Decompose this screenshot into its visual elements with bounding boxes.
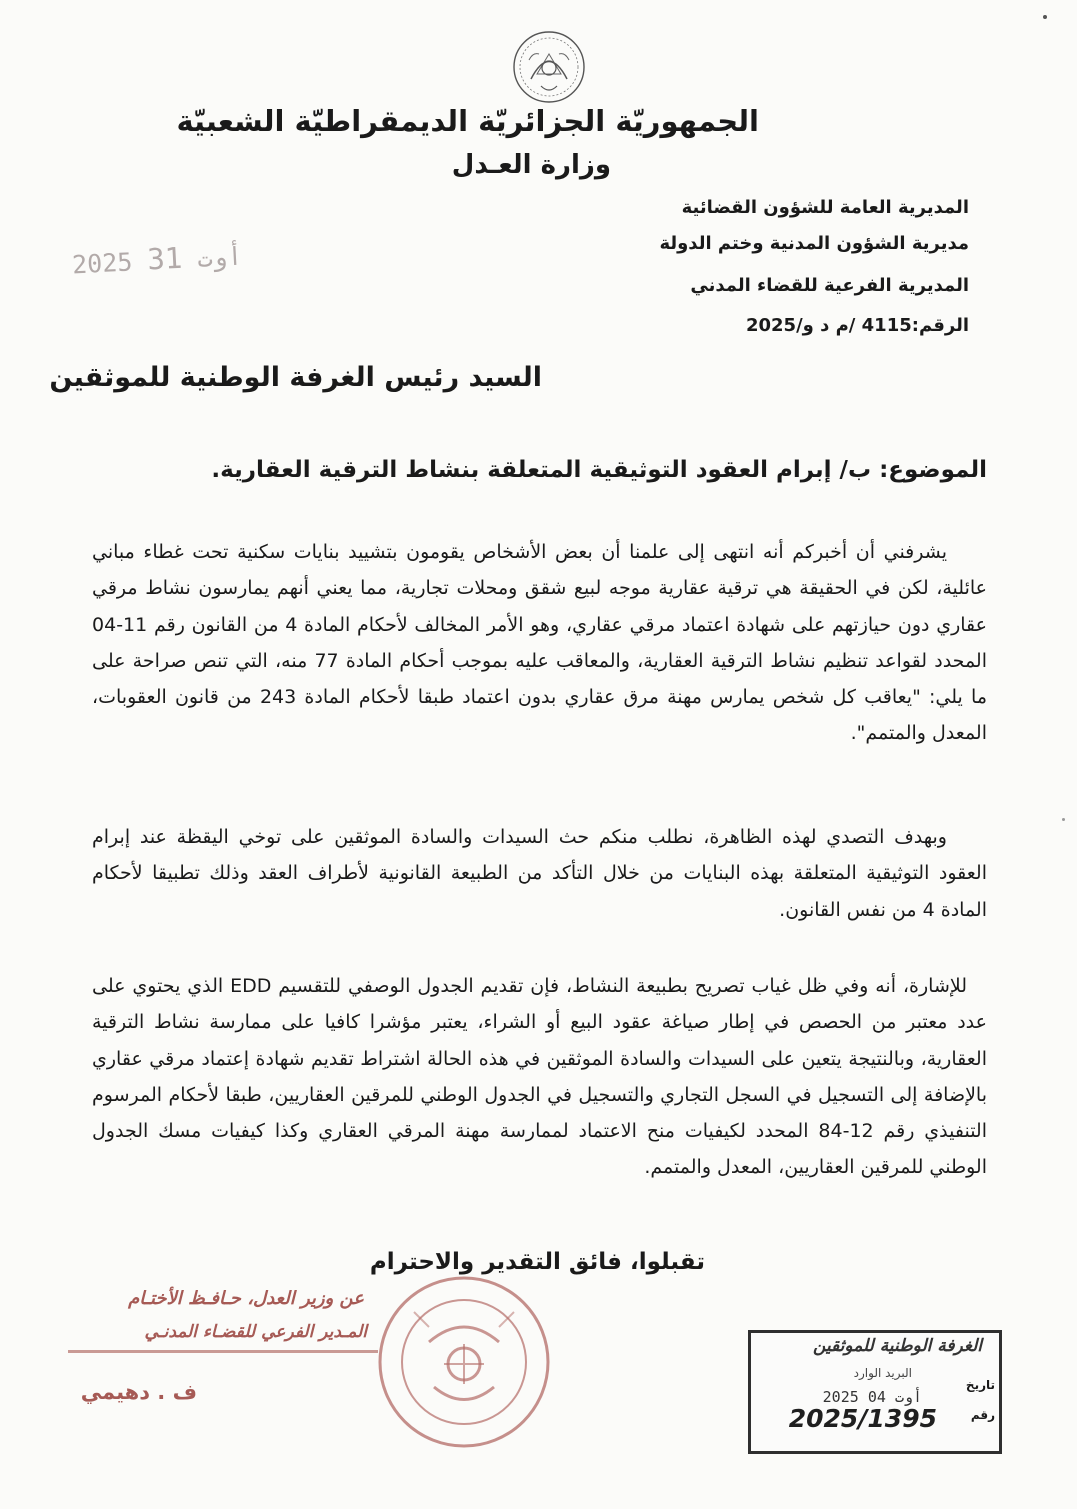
date-stamp-month: أوت <box>196 241 244 273</box>
received-stamp-number: 2025/1395 <box>788 1404 937 1433</box>
signature-title-2: المـدير الفرعي للقضـاء المدنـي <box>144 1322 367 1342</box>
date-stamp-day: 31 <box>146 240 184 277</box>
received-stamp-date-label: تاريخ <box>965 1378 995 1392</box>
republic-heading: الجمهوريّة الجزائريّة الديمقراطيّة الشعبيّة <box>176 104 759 138</box>
scan-speck <box>1062 818 1065 821</box>
received-stamp-number-label: رقم <box>970 1408 995 1422</box>
body-paragraph-2: وبهدف التصدي لهذه الظاهرة، نطلب منكم حث السيدات والسادة الموثقين على توخي اليقظة عند إبرام العقود التوثيقية المتعلقة بهذه البنايات من خلال التأكد من الطبيعة القانونية لأطراف العقد وذلك تطبيقا لأحكام المادة 4 من نفس القانون. <box>92 826 987 921</box>
addressee: السيد رئيس الغرفة الوطنية للموثقين <box>49 362 542 393</box>
scan-speck <box>1043 15 1047 19</box>
official-seal-icon <box>374 1272 554 1452</box>
date-stamp <box>71 238 243 281</box>
signature-scribble <box>68 1350 378 1353</box>
reference-number: الرقم:4115 /م د و/2025 <box>745 315 969 336</box>
received-stamp-date: 2025 أوت 04 <box>822 1388 922 1406</box>
directorate-civil-affairs: مديرية الشؤون المدنية وختم الدولة <box>659 233 969 254</box>
body-paragraph-1: يشرفني أن أخبركم أنه انتهى إلى علمنا أن بعض الأشخاص يقومون بتشييد بنايات سكنية تحت غطاء مباني عائلية، لكن في الحقيقة هي ترقية عقارية موجه لبيع شقق ومحلات تجارية، مما يعني أنهم يمارسون نشاط مرقي عقاري دون حيازتهم على شهادة اعتماد مرقي عقاري، وهو الأمر المخالف لأحكام المادة 4 من القانون رقم 11-04 المحدد لقواعد تنظيم نشاط الترقية العقارية، والمعاقب عليه بموجب أحكام المادة 77 منه، التي تنص صراحة على ما يلي: "يعاقب كل شخص يمارس مهنة مرق عقاري بدون اعتماد طبقا لأحكام المادة 243 من قانون العقوبات، المعدل والمتمم". <box>92 541 987 745</box>
received-stamp-title: الغرفة الوطنية للموثقين <box>813 1336 982 1356</box>
closing-salutation: تقبلوا، فائق التقدير والاحترام <box>369 1249 705 1275</box>
date-stamp-year: 2025 <box>71 247 134 280</box>
directorate-general: المديرية العامة للشؤون القضائية <box>681 197 969 218</box>
signature-title-1: عن وزير العدل، حـافـظ الأختـام <box>128 1288 364 1309</box>
sub-directorate: المديرية الفرعية للقضاء المدني <box>690 275 969 296</box>
signatory-name: ف . دهيمي <box>80 1380 197 1404</box>
state-emblem-icon <box>511 24 587 110</box>
ministry-heading: وزارة العـدل <box>451 150 611 180</box>
received-stamp-subtitle: البريد الوارد <box>853 1366 912 1380</box>
subject-line: الموضوع: ب/ إبرام العقود التوثيقية المتعلقة بنشاط الترقية العقارية. <box>211 457 987 483</box>
body-paragraph-3: للإشارة، أنه وفي ظل غياب تصريح بطبيعة النشاط، فإن تقديم الجدول الوصفي للتقسيم EDD الذي يحتوي على عدد معتبر من الحصص في إطار صياغة عقود البيع أو الشراء، يعتبر مؤشرا كافيا على ممارسة نشاط الترقية العقارية، وبالنتيجة يتعين على السيدات والسادة الموثقين في هذه الحالة اشتراط تقديم شهادة إعتماد مرقي عقاري بالإضافة إلى التسجيل في السجل التجاري والتسجيل في الجدول الوطني للمرقين العقاريين، طبقا لأحكام المرسوم التنفيذي رقم 12-84 المحدد لكيفيات منح الاعتماد لممارسة مهنة المرقي العقاري وكذا كيفيات مسك الجدول الوطني للمرقين العقاريين، المعدل والمتمم. <box>92 975 987 1179</box>
